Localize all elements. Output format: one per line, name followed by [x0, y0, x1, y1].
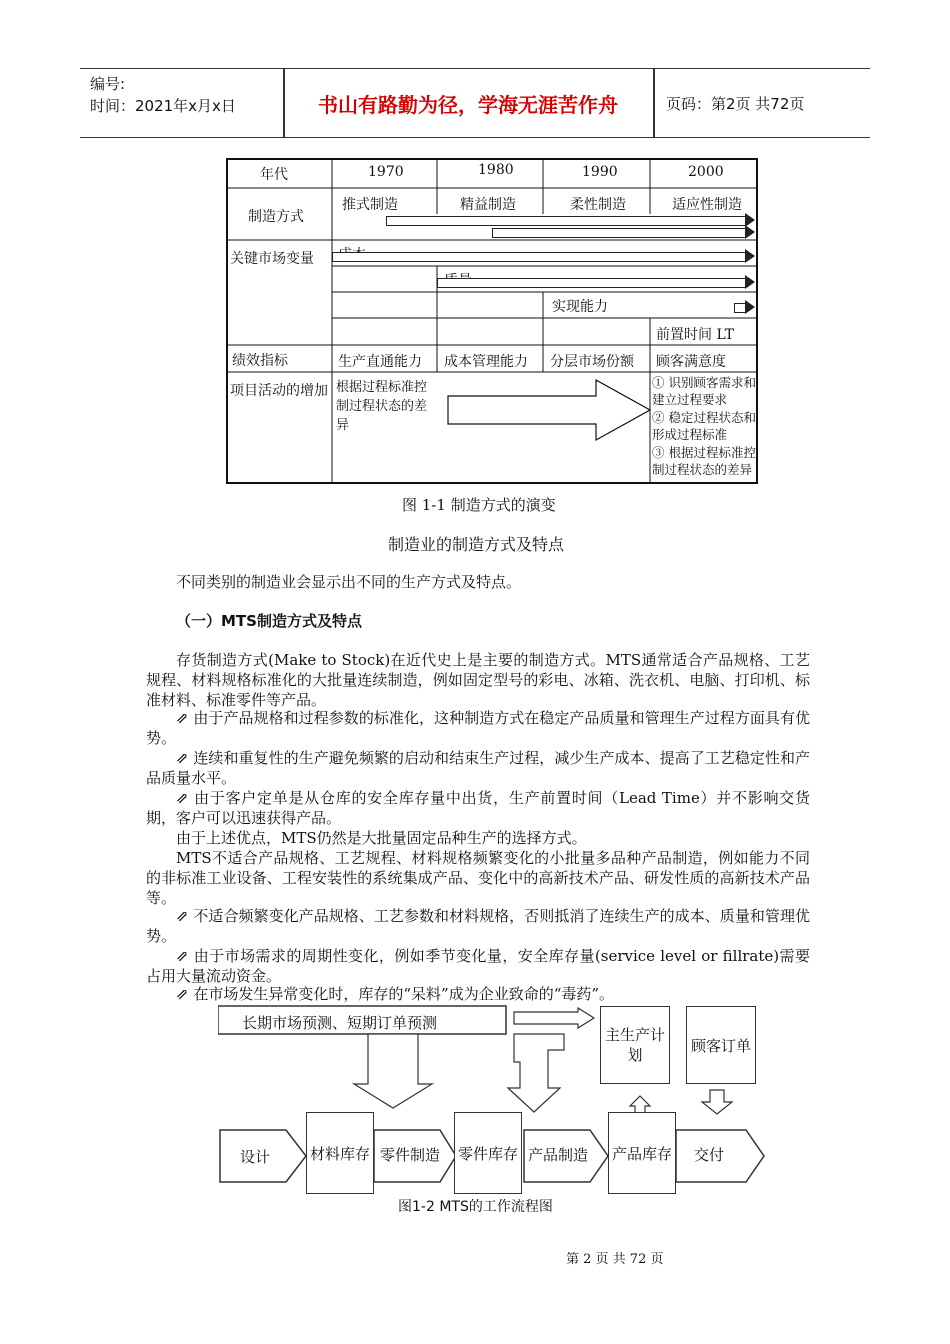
flow-material-stock: 材料库存 — [306, 1112, 374, 1194]
year-1980: 1980 — [478, 162, 514, 178]
header-meta — [90, 73, 236, 117]
figure-2-flowchart — [218, 1004, 768, 1194]
activity-right-3: ③ 根据过程标准控制过程状态的差异 — [652, 445, 756, 477]
bullet-icon: ⇗ — [176, 749, 189, 767]
method-push: 推式制造 — [342, 197, 398, 213]
bullet-item — [146, 946, 810, 986]
activity-right-1: ① 识别顾客需求和建立过程要求 — [652, 375, 756, 407]
var-capability: 实现能力 — [552, 299, 608, 315]
flow-delivery: 交付 — [694, 1146, 725, 1164]
flow-product-stock: 产品库存 — [608, 1112, 676, 1194]
bullet-icon: ⇗ — [176, 709, 189, 727]
year-2000: 2000 — [688, 164, 724, 180]
flow-product-making: 产品制造 — [528, 1146, 589, 1164]
forecast-label: 长期市场预测、短期订单预测 — [242, 1014, 438, 1032]
capability-arrow — [734, 303, 745, 313]
quality-arrow — [437, 278, 745, 288]
bullet-icon: ⇗ — [176, 789, 189, 807]
bullet-icon: ⇗ — [176, 947, 189, 965]
figure-2-caption: 图1-2 MTS的工作流程图 — [398, 1199, 553, 1215]
flow-part-stock: 零件库存 — [454, 1112, 522, 1194]
bullet-item — [146, 984, 810, 1004]
subheading: （一）MTS制造方式及特点 — [176, 612, 362, 630]
method-flexible: 柔性制造 — [570, 197, 626, 213]
bullet-text: 不适合频繁变化产品规格、工艺参数和材料规格，否则抵消了连续生产的成本、质量和管理优势。 — [146, 907, 810, 945]
figure-1-table — [226, 158, 758, 484]
bullet-item — [146, 708, 810, 748]
kpi-share: 分层市场份额 — [550, 354, 634, 370]
bullet-icon: ⇗ — [176, 907, 189, 925]
row-label-activity: 项目活动的增加 — [230, 383, 328, 399]
paragraph: 存货制造方式(Make to Stock)在近代史上是主要的制造方式。MTS通常适合产品规格、工艺规程、材料规格标准化的大批量连续制造，例如固定型号的彩电、冰箱、洗衣机、电脑、打印机、标准材料、标准零件等产品。 — [146, 651, 810, 709]
bullet-item — [146, 748, 810, 788]
page-footer: 第 2 页 共 72 页 — [566, 1252, 664, 1267]
header-divider — [653, 69, 655, 137]
method-adaptive: 适应性制造 — [672, 197, 742, 213]
flow-design: 设计 — [240, 1148, 271, 1166]
var-leadtime: 前置时间 LT — [656, 327, 734, 343]
activity-right-2: ② 稳定过程状态和形成过程标准 — [652, 410, 756, 442]
kpi-throughput: 生产直通能力 — [338, 354, 422, 370]
bullet-item — [146, 906, 810, 946]
time-label: 时间：2021年x月x日 — [90, 97, 236, 115]
intro-text: 不同类别的制造业会显示出不同的生产方式及特点。 — [176, 573, 522, 591]
code-label: 编号: — [90, 75, 126, 93]
page-header — [80, 68, 870, 138]
row-label-method: 制造方式 — [248, 209, 304, 225]
method-lean: 精益制造 — [460, 197, 516, 213]
section-title: 制造业的制造方式及特点 — [388, 535, 565, 554]
year-1970: 1970 — [368, 164, 404, 180]
header-motto: 书山有路勤为径，学海无涯苦作舟 — [318, 93, 618, 117]
bullet-icon: ⇗ — [176, 985, 189, 1003]
bullet-item — [146, 788, 810, 828]
method-arrow — [386, 216, 745, 226]
kpi-cost: 成本管理能力 — [444, 354, 528, 370]
cost-arrow — [332, 252, 745, 262]
year-header: 年代 — [260, 167, 288, 183]
method-arrow — [492, 228, 745, 238]
flow-part-making: 零件制造 — [380, 1146, 441, 1164]
bullet-text: 由于产品规格和过程参数的标准化，这种制造方式在稳定产品质量和管理生产过程方面具有优势。 — [146, 709, 810, 747]
bullet-text: 连续和重复性的生产避免频繁的启动和结束生产过程，减少生产成本、提高了工艺稳定性和产品质量水平。 — [146, 749, 810, 787]
header-page-info: 页码：第2页 共72页 — [666, 95, 805, 113]
customer-order-box: 顾客订单 — [686, 1006, 756, 1084]
paragraph: 由于上述优点，MTS仍然是大批量固定品种生产的选择方式。 — [176, 829, 587, 847]
paragraph: MTS不适合产品规格、工艺规程、材料规格频繁变化的小批量多品种产品制造，例如能力不同的非标准工业设备、工程安装性的系统集成产品、变化中的高新技术产品、研发性质的高新技术产品等。 — [146, 849, 810, 907]
figure-1-caption: 图 1-1 制造方式的演变 — [402, 496, 556, 514]
bullet-text: 由于客户定单是从仓库的安全库存量中出货，生产前置时间（Lead Time）并不影响交货期，客户可以迅速获得产品。 — [146, 789, 810, 827]
year-1990: 1990 — [582, 164, 618, 180]
activity-left: 根据过程标准控制过程状态的差异 — [336, 380, 428, 433]
bullet-text: 在市场发生异常变化时，库存的“呆料”成为企业致命的“毒药”。 — [193, 985, 615, 1003]
kpi-satisfaction: 顾客满意度 — [656, 354, 726, 370]
bullet-text: 由于市场需求的周期性变化，例如季节变化量，安全库存量(service level or fillrate)需要占用大量流动资金。 — [146, 947, 810, 985]
row-label-market: 关键市场变量 — [230, 251, 314, 267]
master-plan-box: 主生产计划 — [600, 1006, 670, 1084]
row-label-kpi: 绩效指标 — [232, 353, 288, 369]
